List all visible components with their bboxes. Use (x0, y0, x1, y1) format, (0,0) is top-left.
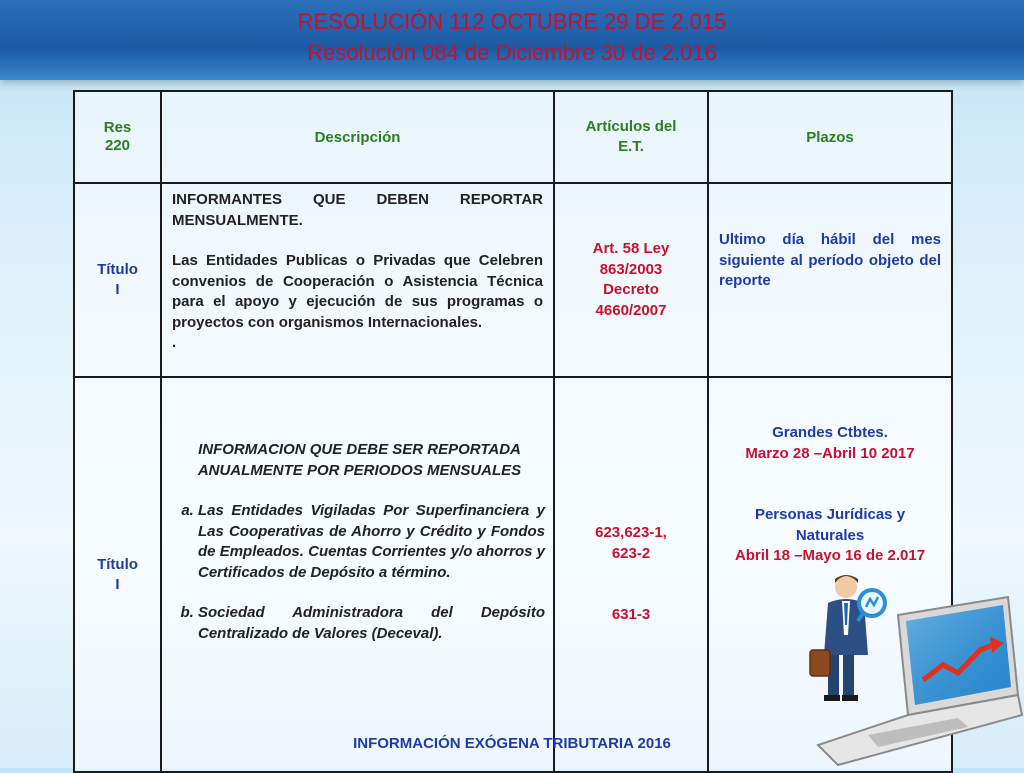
header-bar (0, 0, 1024, 80)
row1-articulos: Art. 58 Ley 863/2003 Decreto 4660/2007 (554, 183, 708, 377)
row1-descripcion (161, 183, 554, 377)
plazo-personas-dates: Abril 18 –Mayo 16 de 2.017 (734, 547, 926, 564)
title-line-1: RESOLUCIÓN 112 OCTUBRE 29 DE 2.015 (297, 9, 727, 34)
header-descripcion: Descripción (161, 91, 554, 183)
row2-descripcion (161, 377, 554, 772)
plazo-grandes-title: Grandes Ctbtes. (772, 424, 888, 441)
plazo-personas-title: Personas Jurídicas y Naturales (754, 506, 906, 544)
header-plazos: Plazos (708, 91, 952, 183)
businessman-laptop-icon (808, 575, 1024, 768)
list-item: b. Sociedad Administradora del Depósito Centralizado de Valores (Deceval). (198, 603, 545, 644)
row1-desc-body: Las Entidades Publicas o Privadas que Celebren convenios de Cooperación o Asistencia Técnica para el apoyo y ejecución de sus programas o proyectos con organismos Internacionales. (172, 252, 543, 331)
list-item: a. Las Entidades Vigiladas Por Superfinanciera y Las Cooperativas de Ahorro y Crédito y Fondos de Empleados. Cuentas Corrientes y/o ahorros y Certificados de Depósito a término. (198, 501, 545, 583)
row2-desc-heading: INFORMACION QUE DEBE SER REPORTADA ANUALMENTE POR PERIODOS MENSUALES (197, 441, 522, 479)
row1-plazo: Ultimo día hábil del mes siguiente al período objeto del reporte (708, 183, 952, 377)
row2-desc-list (174, 501, 545, 644)
row1-titulo: Título I (74, 183, 161, 377)
table-row (74, 183, 952, 377)
header-articulos: Artículos del E.T. (554, 91, 708, 183)
footer-text: INFORMACIÓN EXÓGENA TRIBUTARIA 2016 (353, 735, 671, 752)
row1-desc-heading: INFORMANTES QUE DEBEN REPORTAR MENSUALMENTE. (172, 191, 543, 229)
title-line-2: Resolución 084 de Diciembre 30 de 2.016 (307, 40, 717, 65)
table-header-row (74, 91, 952, 183)
plazo-grandes-dates: Marzo 28 –Abril 10 2017 (745, 444, 915, 462)
row2-articulos: 623,623-1, 623-2 631-3 (554, 377, 708, 772)
row1-desc-dot: . (172, 334, 177, 351)
header-res: Res 220 (74, 91, 161, 183)
row2-titulo: Título I (74, 377, 161, 772)
